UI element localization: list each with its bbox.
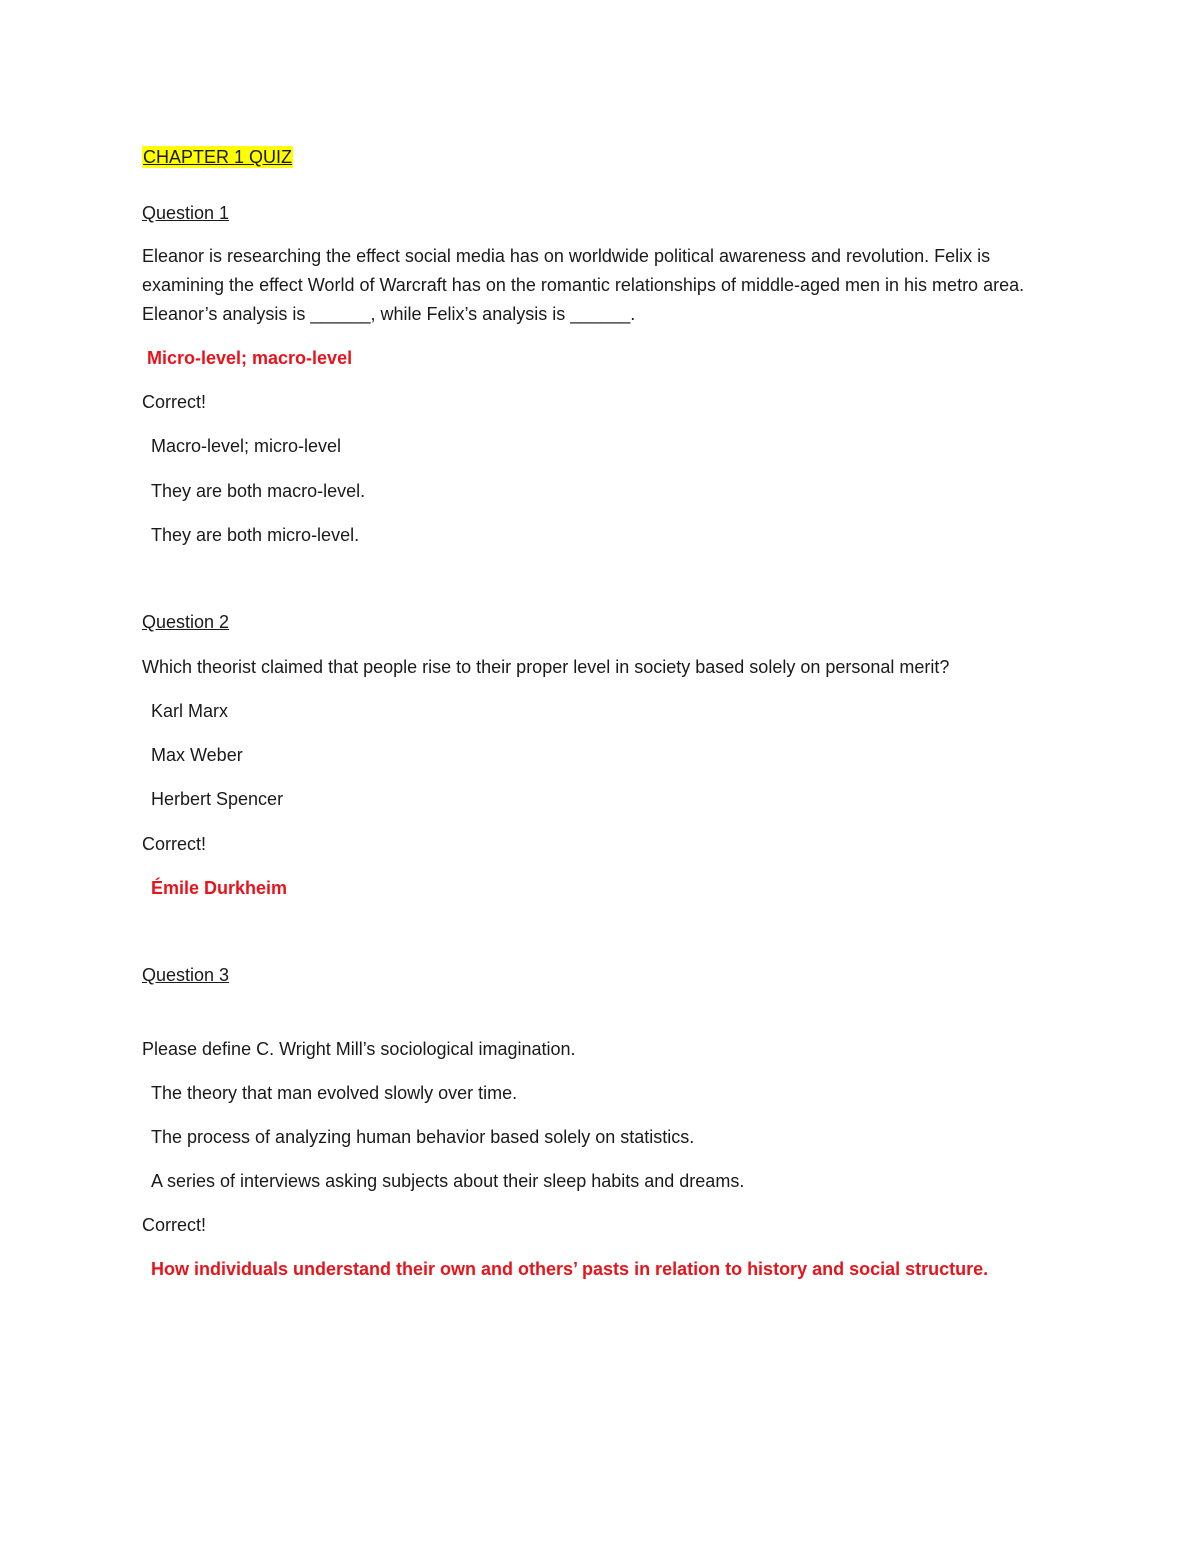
question-3-prompt: Please define C. Wright Mill’s sociological imagination.	[142, 1039, 576, 1059]
question-2-prompt: Which theorist claimed that people rise to their proper level in society based solely on personal merit?	[142, 657, 950, 677]
question-3-option: The theory that man evolved slowly over time.	[151, 1083, 518, 1103]
question-3-selected-answer: How individuals understand their own and others’ pasts in relation to history and social structure.	[151, 1259, 989, 1279]
question-3-feedback: Correct!	[142, 1215, 207, 1235]
question-1-option: They are both micro-level.	[151, 525, 360, 545]
question-1-option: Macro-level; micro-level	[151, 436, 342, 456]
question-3-heading: Question 3	[142, 965, 230, 985]
question-2-heading: Question 2	[142, 612, 230, 632]
page-title: CHAPTER 1 QUIZ	[143, 147, 293, 167]
question-1-selected-answer: Micro-level; macro-level	[147, 348, 353, 368]
question-3-option: The process of analyzing human behavior based solely on statistics.	[151, 1127, 695, 1147]
question-2-selected-answer: Émile Durkheim	[151, 878, 288, 898]
question-1-prompt: Eleanor is researching the effect social media has on worldwide political awareness and revolution. Felix is examining the effect World of Warcraft has on the romantic relationships of middle-aged men in his metro area. Eleanor’s analysis is ______, while Felix’s analysis is ______.	[142, 246, 1025, 324]
question-2-option: Herbert Spencer	[151, 789, 284, 809]
question-3-option: A series of interviews asking subjects about their sleep habits and dreams.	[151, 1171, 745, 1191]
question-1-heading: Question 1	[142, 203, 230, 223]
question-2-option: Max Weber	[151, 745, 243, 765]
question-1-option: They are both macro-level.	[151, 481, 366, 501]
question-2-option: Karl Marx	[151, 701, 229, 721]
question-2-feedback: Correct!	[142, 834, 207, 854]
question-1-feedback: Correct!	[142, 392, 207, 412]
